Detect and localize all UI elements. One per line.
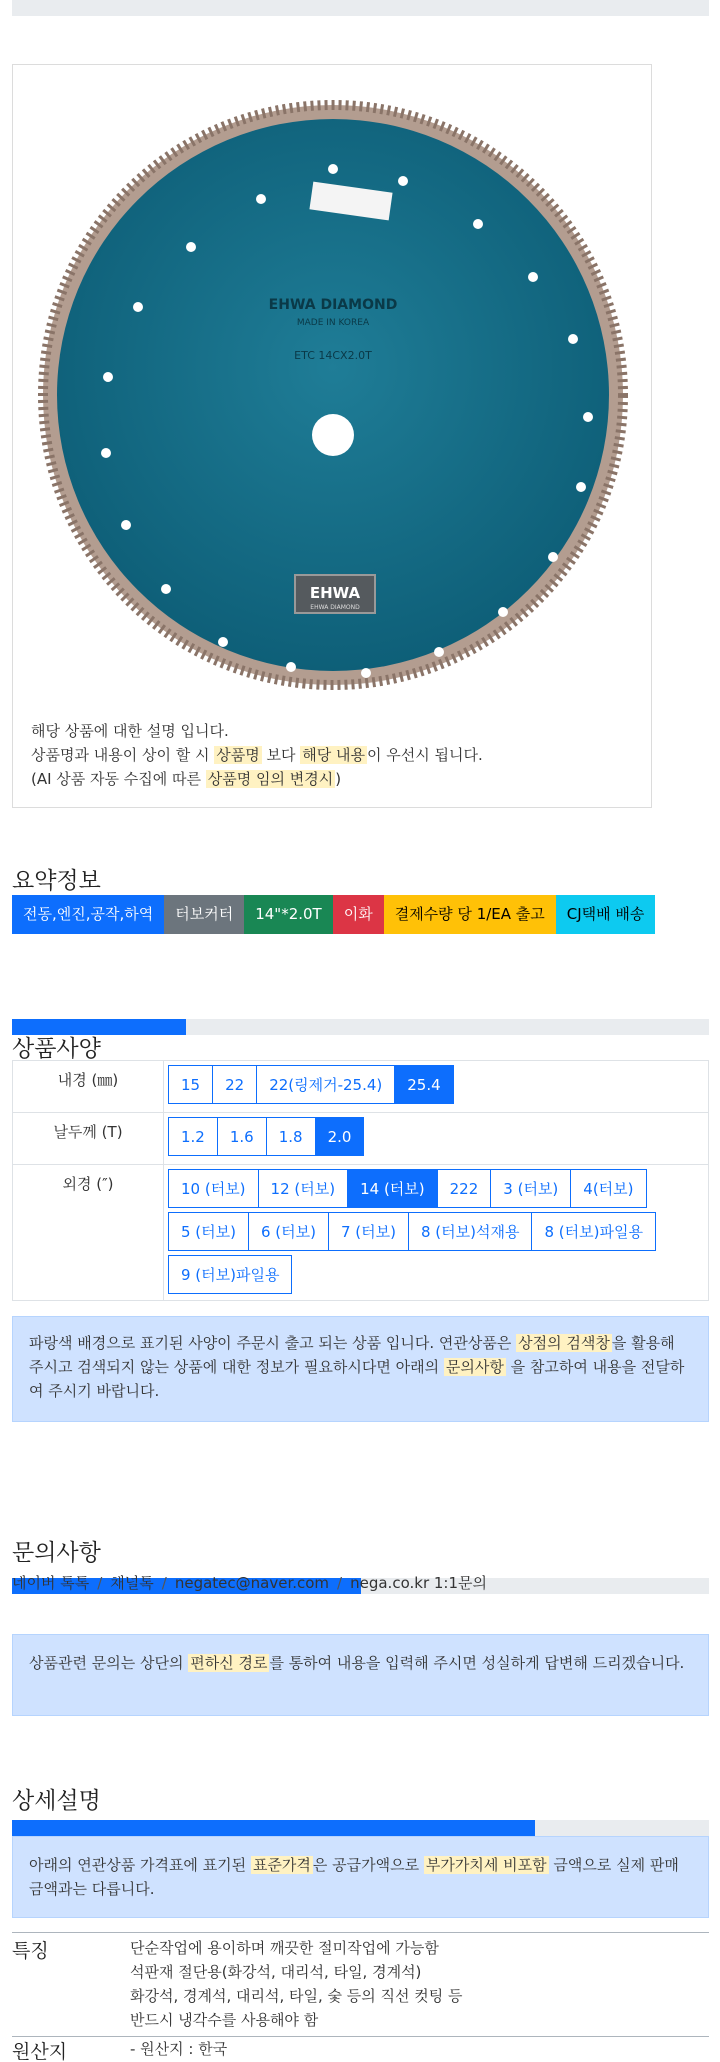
notice-highlight: 표준가격 [252, 1856, 311, 1874]
notice-highlight: 편하신 경로 [190, 1654, 268, 1672]
feature-line: 화강석, 경계석, 대리석, 타일, 숯 등의 직선 컷팅 등 [130, 1987, 463, 2005]
origin-row [12, 2037, 709, 2062]
product-image-card [12, 64, 652, 808]
description-line-2 [31, 743, 483, 767]
blade-arbor-hole [312, 414, 354, 456]
desc-highlight: 상품명 [216, 746, 260, 764]
features-label: 특징 [12, 1940, 49, 1962]
contact-link[interactable]: 채널톡 [110, 1574, 154, 1592]
spec-option-button[interactable]: 1.6 [217, 1117, 267, 1156]
spec-label: 내경 (㎜) [12, 1061, 164, 1112]
summary-title: 요약정보 [12, 868, 101, 894]
contact-separator: / [97, 1574, 103, 1592]
top-progress-bar [12, 0, 709, 16]
ehwa-logo-text: EHWA [309, 584, 361, 602]
spec-option-button[interactable]: 6 (터보) [248, 1212, 329, 1251]
description-line-3 [31, 767, 483, 791]
contact-link[interactable]: negatec@naver.com [174, 1574, 330, 1592]
desc-text: 이 우선시 됩니다. [366, 746, 483, 764]
spec-option-button[interactable]: 12 (터보) [258, 1169, 349, 1208]
description-line-1: 해당 상품에 대한 설명 입니다. [31, 722, 229, 740]
inquiry-notice [12, 1634, 709, 1716]
features-list [130, 1936, 709, 2032]
desc-text: (AI 상품 자동 수집에 따른 [31, 770, 206, 788]
blade-origin-text: MADE IN KOREA [296, 318, 370, 328]
contact-link[interactable]: nega.co.kr 1:1문의 [350, 1574, 487, 1592]
desc-text: 상품명과 내용이 상이 할 시 [31, 746, 215, 764]
spec-option-button[interactable]: 22(링제거-25.4) [256, 1065, 395, 1104]
spec-row [12, 1113, 709, 1165]
feature-line: 석판재 절단용(화강석, 대리석, 타일, 경계석) [130, 1963, 422, 1981]
specs-notice [12, 1316, 709, 1422]
desc-text: 보다 [261, 746, 301, 764]
spec-option-button[interactable]: 5 (터보) [168, 1212, 249, 1251]
features-table [12, 1932, 709, 2062]
spec-option-button[interactable]: 22 [212, 1065, 257, 1104]
contact-separator: / [161, 1574, 167, 1592]
features-row [12, 1933, 709, 2037]
summary-badge: 이화 [333, 895, 384, 934]
notice-text: 금액으로 실제 판매금액과는 다릅니다. [29, 1856, 679, 1898]
spec-option-button[interactable]: 222 [437, 1169, 492, 1208]
spec-option-button[interactable]: 4(터보) [570, 1169, 646, 1208]
notice-text: 파랑색 배경으로 표기된 사양이 주문시 출고 되는 상품 입니다. 연관상품은 [29, 1334, 517, 1352]
notice-text: 을 참고하여 내용을 전달하여 주시기 바랍니다. [29, 1358, 685, 1400]
ehwa-logo-subtext: EHWA DIAMOND [310, 604, 360, 611]
spec-option-button[interactable]: 2.0 [315, 1117, 365, 1156]
spec-option-button[interactable]: 14 (터보) [347, 1169, 438, 1208]
summary-badge: 14"*2.0T [244, 895, 333, 934]
notice-text: 아래의 연관상품 가격표에 표기된 [29, 1856, 251, 1874]
notice-text: 을 활용해 주시고 검색되지 않는 상품에 대한 정보가 필요하시다면 아래의 [29, 1334, 675, 1376]
spec-option-button[interactable]: 25.4 [394, 1065, 453, 1104]
spec-option-button[interactable]: 1.2 [168, 1117, 218, 1156]
origin-label: 원산지 [12, 2041, 68, 2062]
inquiry-title: 문의사항 [12, 1540, 101, 1566]
contact-list [12, 1572, 487, 1593]
contact-separator: / [337, 1574, 343, 1592]
summary-badges [12, 895, 655, 934]
spec-options [164, 1113, 709, 1164]
notice-highlight: 문의사항 [445, 1358, 504, 1376]
spec-label: 외경 (″) [12, 1165, 164, 1300]
spec-option-button[interactable]: 3 (터보) [490, 1169, 571, 1208]
detail-title: 상세설명 [12, 1788, 101, 1814]
spec-option-button[interactable]: 15 [168, 1065, 213, 1104]
summary-badge: 전동,엔진,공작,하역 [12, 895, 164, 934]
specs-table [12, 1060, 709, 1301]
specs-title: 상품사양 [12, 1036, 101, 1062]
spec-option-button[interactable]: 8 (터보)석재용 [408, 1212, 532, 1251]
desc-text: ) [335, 770, 342, 788]
desc-highlight: 상품명 임의 변경시 [207, 770, 334, 788]
desc-highlight: 해당 내용 [302, 746, 365, 764]
spec-option-button[interactable]: 10 (터보) [168, 1169, 259, 1208]
feature-line: 단순작업에 용이하며 깨끗한 절미작업에 가능함 [130, 1939, 439, 1957]
notice-text: 은 공급가액으로 [312, 1856, 424, 1874]
product-image [33, 77, 633, 697]
summary-badge: 결제수량 당 1/EA 출고 [384, 895, 556, 934]
product-description [31, 719, 483, 791]
detail-notice [12, 1836, 709, 1918]
specs-progress-bar [12, 1019, 709, 1035]
spec-option-button[interactable]: 1.8 [266, 1117, 316, 1156]
spec-options [164, 1165, 709, 1300]
spec-option-button[interactable]: 7 (터보) [328, 1212, 409, 1251]
origin-value: - 원산지 : 한국 [130, 2040, 228, 2058]
summary-badge: 터보커터 [164, 895, 244, 934]
summary-badge: CJ택배 배송 [556, 895, 656, 934]
feature-line: 반드시 냉각수를 사용해야 함 [130, 2011, 319, 2029]
spec-option-button[interactable]: 8 (터보)파일용 [531, 1212, 655, 1251]
detail-progress-fill [12, 1820, 535, 1836]
blade-code-text: ETC 14CX2.0T [294, 349, 372, 362]
spec-label: 날두께 (T) [12, 1113, 164, 1164]
notice-text: 상품관련 문의는 상단의 [29, 1654, 189, 1672]
notice-highlight: 부가가치세 비포함 [425, 1856, 547, 1874]
contact-link[interactable]: 네이버 톡톡 [12, 1574, 90, 1592]
spec-options [164, 1061, 709, 1112]
spec-option-button[interactable]: 9 (터보)파일용 [168, 1255, 292, 1294]
blade-brand-text: EHWA DIAMOND [268, 297, 398, 313]
notice-highlight: 상점의 검색창 [518, 1334, 610, 1352]
detail-progress-bar [12, 1820, 709, 1836]
spec-row [12, 1165, 709, 1301]
notice-text: 를 통하여 내용을 입력해 주시면 성실하게 답변해 드리겠습니다. [269, 1654, 685, 1672]
spec-row [12, 1061, 709, 1113]
